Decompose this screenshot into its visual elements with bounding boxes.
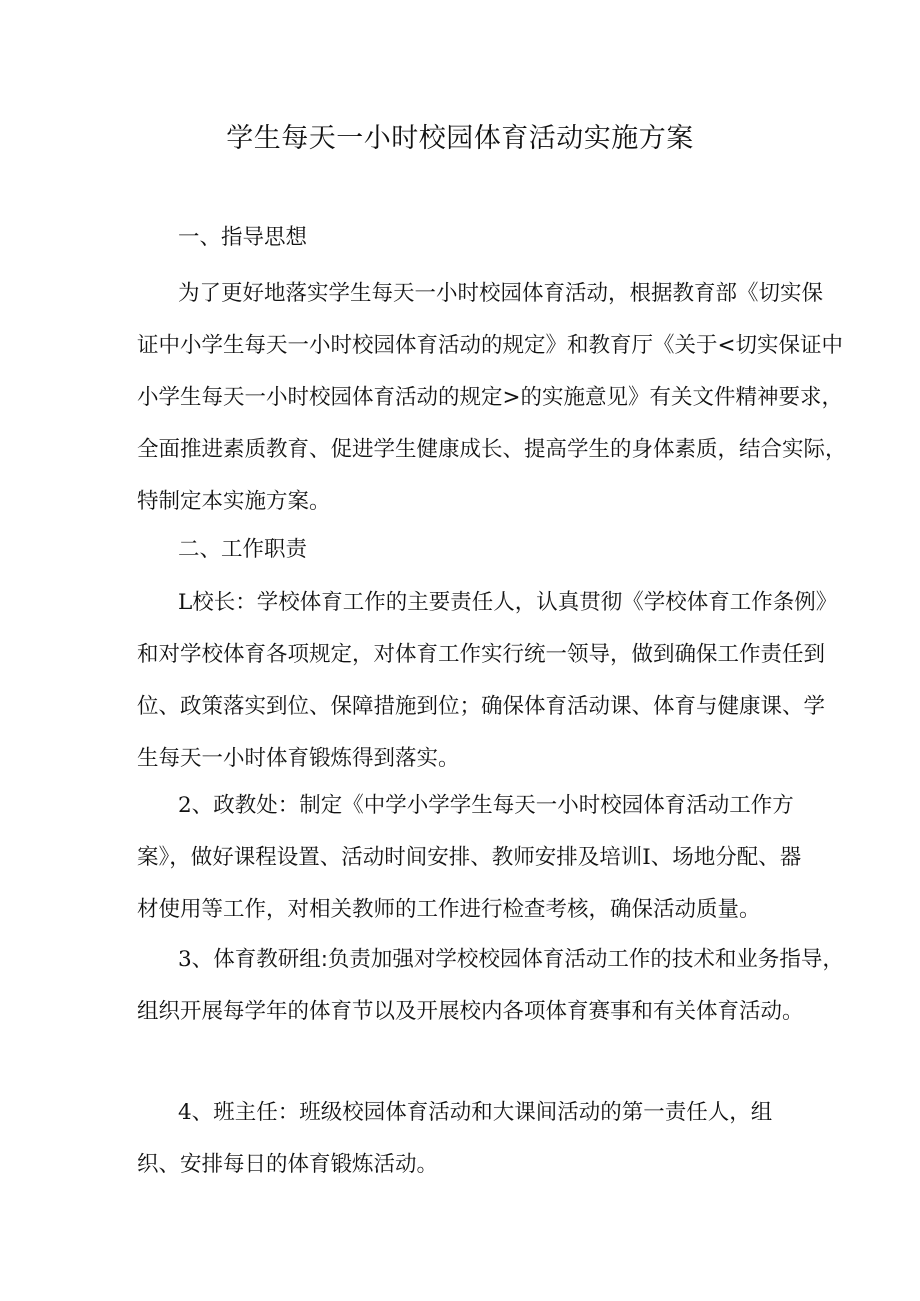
paragraph-line: 特制定本实施方案。: [137, 489, 331, 514]
paragraph-line: 3、体育教研组:负责加强对学校校园体育活动工作的技术和业务指导，: [178, 947, 844, 972]
paragraph-line: L校长：学校体育工作的主要责任人，认真贯彻《学校体育工作条例》: [178, 590, 838, 615]
section-heading-responsibilities: 二、工作职责: [178, 537, 308, 562]
paragraph-line: 案》，做好课程设置、活动时间安排、教师安排及培训I、场地分配、器: [137, 845, 802, 870]
item-marker: L: [178, 590, 193, 615]
paragraph-line: 2、政教处：制定《中学小学学生每天一小时校园体育活动工作方: [178, 793, 794, 818]
paragraph-line: 为了更好地落实学生每天一小时校园体育活动，根据教育部《切实保: [178, 281, 824, 306]
document-title: 学生每天一小时校园体育活动实施方案: [226, 123, 694, 154]
paragraph-line: 材使用等工作，对相关教师的工作进行检查考核，确保活动质量。: [137, 897, 761, 922]
paragraph-line: 证中小学生每天一小时校园体育活动的规定》和教育厅《关于<切实保证中: [137, 333, 844, 358]
paragraph-principal: [137, 577, 838, 785]
paragraph-line: 小学生每天一小时校园体育活动的规定>的实施意见》有关文件精神要求，: [137, 385, 844, 410]
item-marker: 2、: [178, 793, 214, 818]
paragraph-line: 位、政策落实到位、保障措施到位；确保体育活动课、体育与健康课、学: [137, 694, 826, 719]
item-marker: 3、: [178, 947, 214, 972]
item-marker: 4、: [178, 1100, 214, 1125]
paragraph-line: 生每天一小时体育锻炼得到落实。: [137, 746, 460, 771]
section-heading-guiding-ideology: 一、指导思想: [178, 225, 308, 250]
inline-mark: I: [642, 845, 651, 870]
paragraph-line: 织、安排每日的体育锻炼活动。: [137, 1152, 439, 1177]
paragraph-line: 4、班主任：班级校园体育活动和大课间活动的第一责任人，组: [178, 1100, 773, 1125]
paragraph-pe-research-group: [137, 934, 844, 1038]
paragraph-class-teacher: [137, 1087, 803, 1191]
paragraph-line: 组织开展每学年的体育节以及开展校内各项体育赛事和有关体育活动。: [137, 999, 804, 1024]
paragraph-guiding-ideology: [137, 268, 847, 528]
paragraph-line: 全面推进素质教育、促进学生健康成长、提高学生的身体素质，结合实际，: [137, 437, 847, 462]
paragraph-political-office: [137, 780, 803, 936]
paragraph-line: 和对学校体育各项规定，对体育工作实行统一领导，做到确保工作责任到: [137, 642, 826, 667]
